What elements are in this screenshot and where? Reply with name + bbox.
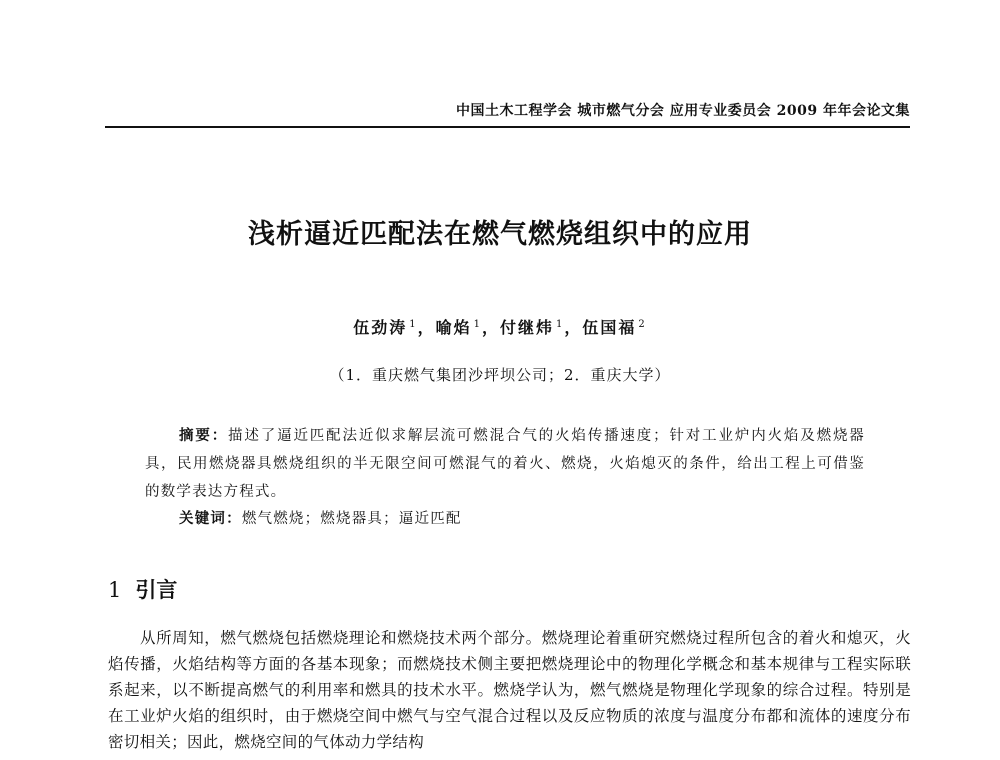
keywords <box>179 507 462 528</box>
author-affil-mark: 1 <box>556 318 565 330</box>
author-affil-mark: 1 <box>409 318 418 330</box>
keywords-text: 燃气燃烧；燃烧器具；逼近匹配 <box>241 511 462 527</box>
keywords-label: 关键词： <box>179 510 242 527</box>
author-affil-mark: 1 <box>473 318 482 330</box>
author-name: 喻焰 <box>435 318 472 337</box>
paper-title: 浅析逼近匹配法在燃气燃烧组织中的应用 <box>248 219 752 250</box>
author-separator: ， <box>417 318 436 337</box>
section-number: 1 <box>108 578 122 602</box>
author-name: 付继炜 <box>500 318 555 337</box>
section-body <box>108 625 911 755</box>
author-name: 伍劲涛 <box>353 318 408 337</box>
abstract <box>145 422 865 506</box>
section-title: 引言 <box>135 577 178 602</box>
abstract-body <box>145 422 865 506</box>
body-paragraph: 从所周知，燃气燃烧包括燃烧理论和燃烧技术两个部分。燃烧理论着重研究燃烧过程所包含的着火和熄灭，火焰传播，火焰结构等方面的各基本现象；而燃烧技术侧主要把燃烧理论中的物理化学概念和基本规律与工程实际联系起来，以不断提高燃气的利用率和燃具的技术水平。燃烧学认为，燃气燃烧是物理化学现象的综合过程。特别是在工业炉火焰的组织时，由于燃烧空间中燃气与空气混合过程以及反应物质的浓度与温度分布都和流体的速度分布密切相关；因此，燃烧空间的气体动力学结构 <box>108 629 911 751</box>
abstract-label: 摘要： <box>179 427 229 444</box>
affiliations: （1．重庆燃气集团沙坪坝公司；2．重庆大学） <box>329 366 671 384</box>
section-heading <box>108 574 177 604</box>
author-affil-mark: 2 <box>638 318 647 330</box>
header-rule <box>105 126 910 128</box>
author-separator: ， <box>564 318 583 337</box>
author-list <box>0 315 1000 338</box>
author-name: 伍国福 <box>582 318 637 337</box>
running-header: 中国土木工程学会 城市燃气分会 应用专业委员会 2009 年年会论文集 <box>456 103 910 119</box>
author-separator: ， <box>481 318 500 337</box>
abstract-text: 描述了逼近匹配法近似求解层流可燃混合气的火焰传播速度；针对工业炉内火焰及燃烧器具，民用燃烧器具燃烧组织的半无限空间可燃混气的着火、燃烧，火焰熄灭的条件，给出工程上可借鉴的数学表达方程式。 <box>145 428 865 500</box>
